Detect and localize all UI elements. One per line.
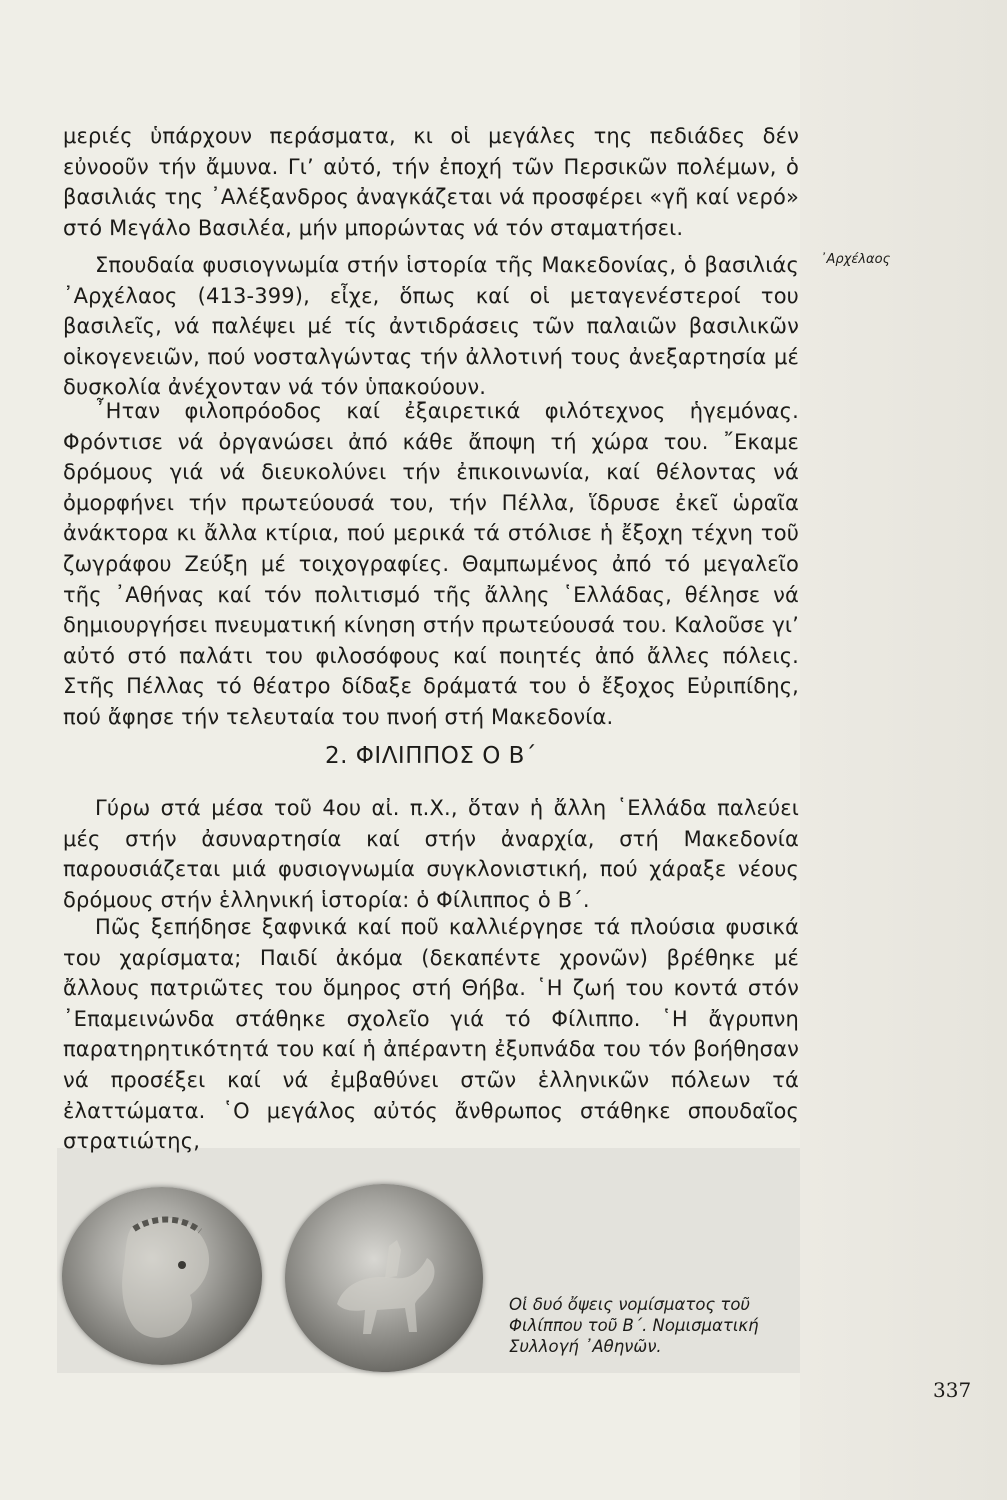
coin-reverse-image (285, 1184, 483, 1372)
page-margin (800, 0, 1007, 1500)
coin-obverse-image (62, 1187, 262, 1365)
paragraph-1: μεριές ὑπάρχουν περάσματα, κι οἱ μεγάλες της πεδιάδες δέν εὐνοοῦν τήν ἄμυνα. Γι’ αὐτό, τήν ἐποχή τῶν Περσικῶν πολέμων, ὁ βασιλιάς της ᾿Αλέξανδρος ἀναγκάζεται νά προσφέρει «γῆ καί νερό» στό Μεγάλο Βασιλέα, μήν μπορώντας νά τόν σταματήσει. (63, 124, 799, 240)
paragraph-5: Πῶς ξεπήδησε ξαφνικά καί ποῦ καλλιέργησε τά πλούσια φυσικά του χαρίσματα; Παιδί ἀκόμα (δεκαπέντε χρονῶν) βρέθηκε μέ ἄλλους πατριῶτες του ὅμηρος στή Θήβα. ῾Η ζωή του κοντά στόν ᾿Επαμεινώνδα στάθηκε σχολεῖο γιά τό Φίλιππο. ῾Η ἄγρυπνη παρατηρητικότητά του καί ἡ ἀπέραντη ἐξυπνάδα του τόν βοήθησαν νά προσέξει καί νά ἐμβαθύνει στῶν ἑλληνικῶν πόλεων τά ἐλαττώματα. ῾Ο μεγάλος αὐτός ἄνθρωπος στάθηκε σπουδαῖος στρατιώτης, (63, 915, 799, 1154)
page-number: 337 (933, 1378, 972, 1402)
paragraph-3: ῏Ηταν φιλοπρόοδος καί ἐξαιρετικά φιλότεχνος ἡγεμόνας. Φρόντισε νά ὀργανώσει ἀπό κάθε ἄποψη τή χώρα του. ῎Εκαμε δρόμους γιά νά διευκολύνει τήν ἐπικοινωνία, καί θέλοντας νά ὀμορφήνει τήν πρωτεύουσά του, τήν Πέλλα, ἵδρυσε ἐκεῖ ὡραῖα ἀνάκτορα κι ἄλλα κτίρια, πού μερικά τά στόλισε ἡ ἔξοχη τέχνη τοῦ ζωγράφου Ζεύξη μέ τοιχογραφίες. Θαμπωμένος ἀπό τό μεγαλεῖο τῆς ᾿Αθήνας καί τόν πολιτισμό τῆς ἄλλης ῾Ελλάδας, θέλησε νά δημιουργήσει πνευματική κίνηση στήν πρωτεύουσά του. Καλοῦσε γι’ αὐτό στό παλάτι του φιλοσόφους καί ποιητές ἀπό ἄλλες πόλεις. Στῆς Πέλλας τό θέατρο δίδαξε δράματά του ὁ ἔξοχος Εὐριπίδης, πού ἄφησε τήν τελευταία του πνοή στή Μακεδονία. (63, 399, 799, 729)
image-caption: Οἱ δυό ὄψεις νομίσματος τοῦ Φιλίππου τοῦ Β΄. Νομισματική Συλλογή ᾿Αθηνῶν. (509, 1295, 759, 1356)
paragraph-4: Γύρω στά μέσα τοῦ 4ου αἰ. π.Χ., ὅταν ἡ ἄλλη ῾Ελλάδα παλεύει μές στήν ἀσυναρτησία καί στήν ἀναρχία, στή Μακεδονία παρουσιάζεται μιά φυσιογνωμία συγκλονιστική, πού χάραξε νέους δρόμους στήν ἑλληνική ἱστορία: ὁ Φίλιππος ὁ Β΄. (63, 796, 799, 912)
section-heading: 2. ΦΙΛΙΠΠΟΣ Ο Β΄ (325, 743, 537, 769)
horse-rider-icon (285, 1184, 483, 1372)
paragraph-2: Σπουδαία φυσιογνωμία στήν ἱστορία τῆς Μακεδονίας, ὁ βασιλιάς ᾿Αρχέλαος (413-399), εἶχε, ὅπως καί οἱ μεταγενέστεροί του βασιλεῖς, νά παλέψει μέ τίς ἀντιδράσεις τῶν παλαιῶν βασιλικῶν οἰκογενειῶν, πού νοσταλγώντας τήν ἀλλοτινή τους ἀνεξαρτησία μέ δυσκολία ἀνέχονταν νά τόν ὑπακούουν. (63, 253, 799, 400)
zeus-head-icon (62, 1187, 262, 1365)
margin-note: ᾿Αρχέλαος (820, 252, 891, 267)
